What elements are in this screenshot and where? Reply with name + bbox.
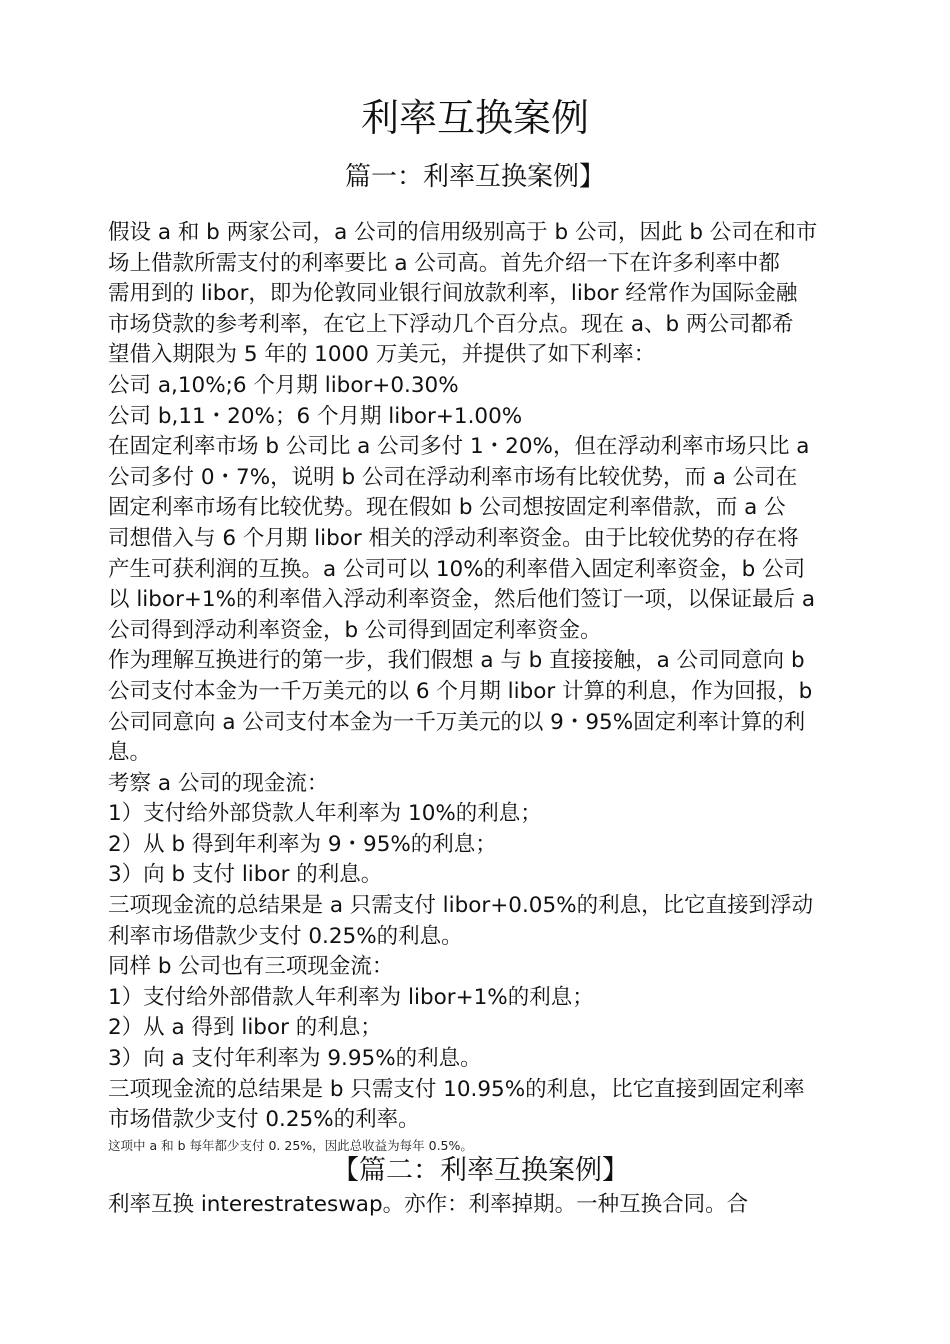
section1-heading: 篇一：利率互换案例】 (344, 162, 605, 192)
body-line: 公司同意向 a 公司支付本金为一千万美元的以 9・95%固定利率计算的利 (108, 709, 806, 735)
body-line: 固定利率市场有比较优势。现在假如 b 公司想按固定利率借款，而 a 公 (108, 495, 786, 521)
small-note: 这项中 a 和 b 每年都少支付 0. 25%，因此总收益为每年 0.5%。 (108, 1137, 473, 1153)
body-line: 公司多付 0・7%，说明 b 公司在浮动利率市场有比较优势，而 a 公司在 (108, 464, 798, 490)
body-line: 息。 (108, 740, 152, 766)
body-line: 1）支付给外部借款人年利率为 libor+1%的利息； (108, 984, 594, 1010)
body-line: 2）从 b 得到年利率为 9・95%的利息； (108, 831, 497, 857)
body-line: 公司 a,10%;6 个月期 libor+0.30% (108, 372, 459, 398)
body-line: 公司支付本金为一千万美元的以 6 个月期 libor 计算的利息，作为回报，b (108, 678, 813, 704)
body-line: 利率市场借款少支付 0.25%的利息。 (108, 923, 463, 949)
body-line: 需用到的 libor，即为伦敦同业银行间放款利率，libor 经常作为国际金融 (108, 281, 798, 307)
body-line: 公司得到浮动利率资金，b 公司得到固定利率资金。 (108, 617, 602, 643)
body-line: 以 libor+1%的利率借入浮动利率资金，然后他们签订一项，以保证最后 a (108, 587, 816, 613)
body-line: 在固定利率市场 b 公司比 a 公司多付 1・20%，但在浮动利率市场只比 a (108, 434, 810, 460)
body-line: 望借入期限为 5 年的 1000 万美元，并提供了如下利率： (108, 342, 656, 368)
body-line: 市场贷款的参考利率，在它上下浮动几个百分点。现在 a、b 两公司都希 (108, 311, 794, 337)
body-line: 同样 b 公司也有三项现金流： (108, 954, 394, 980)
body-line: 作为理解互换进行的第一步，我们假想 a 与 b 直接接触，a 公司同意向 b (108, 648, 805, 674)
body-line: 公司 b,11・20%；6 个月期 libor+1.00% (108, 403, 523, 429)
body-line: 三项现金流的总结果是 a 只需支付 libor+0.05%的利息，比它直接到浮动 (108, 893, 814, 919)
body-line: 场上借款所需支付的利率要比 a 公司高。首先介绍一下在许多利率中都 (108, 250, 780, 276)
body-line: 产生可获利润的互换。a 公司可以 10%的利率借入固定利率资金，b 公司 (108, 556, 806, 582)
body-line: 1）支付给外部贷款人年利率为 10%的利息； (108, 801, 542, 827)
body-line: 假设 a 和 b 两家公司，a 公司的信用级别高于 b 公司，因此 b 公司在和市 (108, 220, 818, 245)
body-line: 市场借款少支付 0.25%的利率。 (108, 1107, 420, 1133)
section2-heading: 【篇二：利率互换案例】 (332, 1154, 629, 1186)
document-body (108, 218, 853, 1220)
body-line: 考察 a 公司的现金流： (108, 770, 329, 796)
document-title: 利率互换案例 (360, 96, 589, 140)
body-line: 3）向 a 支付年利率为 9.95%的利息。 (108, 1046, 482, 1072)
section2-first-line: 利率互换 interestrateswap。亦作：利率掉期。一种互换合同。合 (108, 1191, 749, 1217)
body-line: 三项现金流的总结果是 b 只需支付 10.95%的利息，比它直接到固定利率 (108, 1076, 805, 1102)
body-line: 2）从 a 得到 libor 的利息； (108, 1015, 382, 1041)
body-line: 司想借入与 6 个月期 libor 相关的浮动利率资金。由于比较优势的存在将 (108, 525, 799, 551)
body-line: 3）向 b 支付 libor 的利息。 (108, 862, 383, 888)
